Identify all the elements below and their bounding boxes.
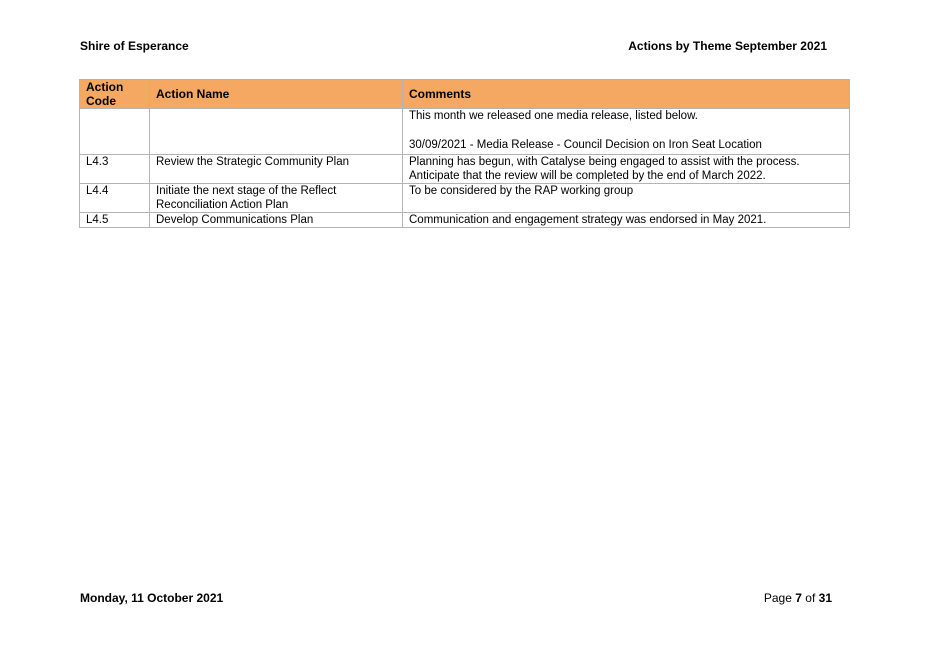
- cell-action-name: Develop Communications Plan: [150, 213, 403, 228]
- header-report-title: Actions by Theme September 2021: [628, 39, 827, 53]
- cell-comment: Communication and engagement strategy was endorsed in May 2021.: [403, 213, 850, 228]
- column-header-action-code: Action Code: [80, 80, 150, 109]
- cell-action-code: L4.4: [80, 184, 150, 213]
- footer-page-number: [764, 591, 832, 605]
- cell-comment: To be considered by the RAP working group: [403, 184, 850, 213]
- page-prefix: Page: [763, 591, 792, 605]
- cell-action-code: L4.5: [80, 213, 150, 228]
- actions-table: [79, 79, 850, 228]
- comment-line: This month we released one media release, listed below.: [409, 110, 698, 122]
- table-row: [80, 213, 850, 228]
- table-row: [80, 155, 850, 184]
- footer-date: Monday, 11 October 2021: [80, 591, 224, 605]
- page-total: 31: [818, 591, 832, 605]
- cell-comment: [403, 109, 850, 155]
- cell-action-name: Initiate the next stage of the Reflect Reconciliation Action Plan: [150, 184, 403, 213]
- table-header-row: [80, 80, 850, 109]
- cell-name-empty: [150, 109, 403, 155]
- column-header-action-name: Action Name: [150, 80, 403, 109]
- header-org-name: Shire of Esperance: [80, 39, 189, 53]
- table-row-continued: [80, 109, 850, 155]
- table-row: [80, 184, 850, 213]
- cell-action-name: Review the Strategic Community Plan: [150, 155, 403, 184]
- column-header-comments: Comments: [403, 80, 850, 109]
- cell-action-code: L4.3: [80, 155, 150, 184]
- comment-line: 30/09/2021 - Media Release - Council Decision on Iron Seat Location: [409, 139, 762, 151]
- cell-code-empty: [80, 109, 150, 155]
- page-of: of: [805, 591, 816, 605]
- page-current: 7: [795, 591, 802, 605]
- cell-comment: Planning has begun, with Catalyse being engaged to assist with the process. Anticipate that the review will be completed by the end of March 2022.: [403, 155, 850, 184]
